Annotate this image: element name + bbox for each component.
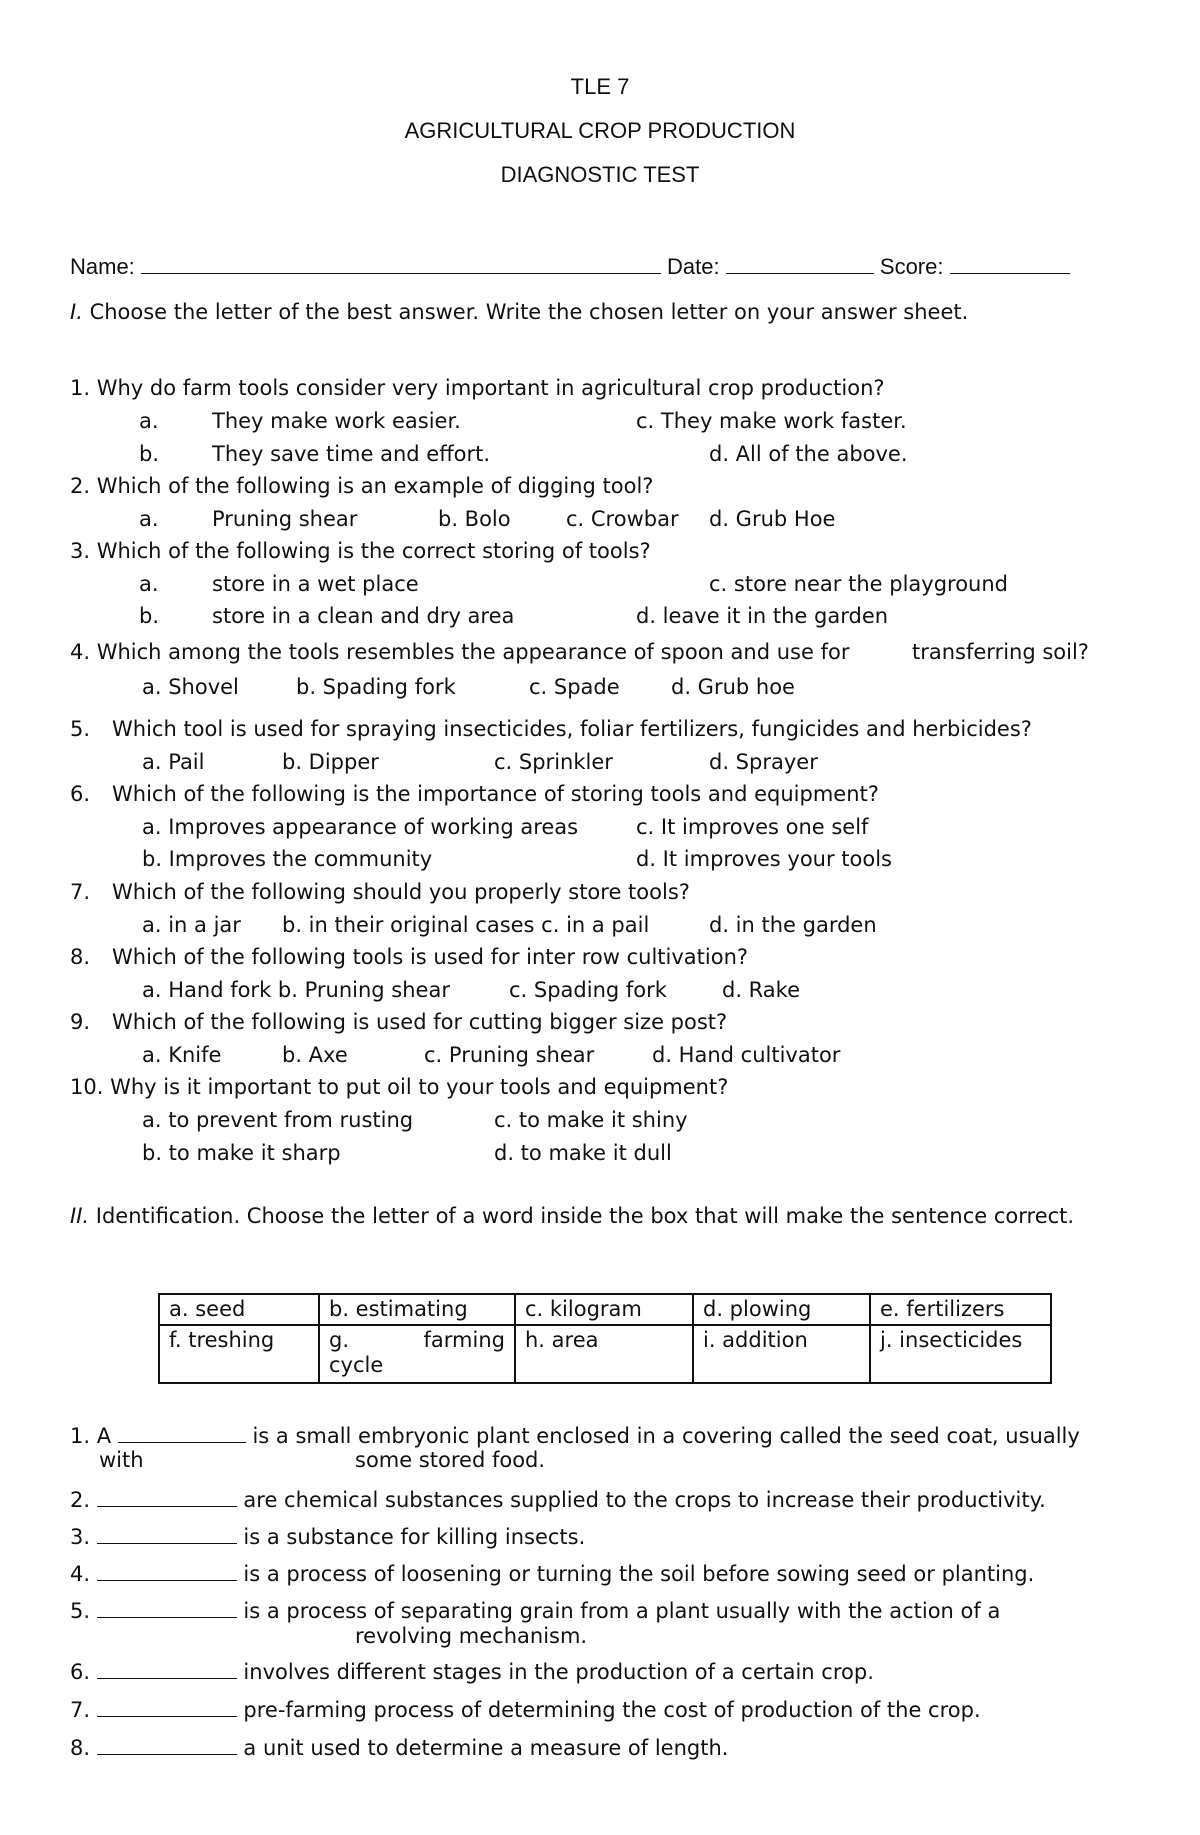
word-box-row bbox=[159, 1325, 1051, 1383]
word-box-row bbox=[159, 1294, 1051, 1325]
part2-instruction-text: Identification. Choose the letter of a word inside the box that will make the sentence correct. bbox=[95, 1204, 1075, 1228]
word-box-cell: h. area bbox=[515, 1325, 693, 1383]
score-label: Score: bbox=[879, 254, 944, 279]
name-field[interactable] bbox=[141, 254, 661, 274]
q6-option-d: d. It improves your tools bbox=[636, 847, 892, 871]
part1-numeral: I. bbox=[70, 300, 83, 324]
ident-3-text: is a substance for killing insects. bbox=[243, 1525, 586, 1549]
q6-option-c: c. It improves one self bbox=[636, 815, 869, 839]
q7-option-a: a. in a jar bbox=[142, 913, 241, 937]
ident-4-number: 4. bbox=[70, 1562, 91, 1586]
q8-number: 8. bbox=[70, 945, 91, 969]
word-box-cell: e. fertilizers bbox=[870, 1294, 1051, 1325]
ident-item-7 bbox=[70, 1697, 981, 1722]
ident-2-number: 2. bbox=[70, 1488, 91, 1512]
word-box-cell: d. plowing bbox=[693, 1294, 870, 1325]
q7-option-bc: b. in their original cases c. in a pail bbox=[282, 913, 650, 937]
ident-5-blank[interactable] bbox=[97, 1598, 237, 1618]
q10-option-a: a. to prevent from rusting bbox=[142, 1108, 414, 1132]
word-box-cell: b. estimating bbox=[319, 1294, 515, 1325]
word-box-g-letter: g. bbox=[329, 1328, 350, 1353]
ident-1-text: is a small embryonic plant enclosed in a covering called the seed coat, usually bbox=[252, 1424, 1080, 1448]
q9-text: Which of the following is used for cutting bigger size post? bbox=[112, 1010, 728, 1034]
ident-7-blank[interactable] bbox=[97, 1697, 237, 1717]
q2-option-d: d. Grub Hoe bbox=[709, 507, 836, 531]
q7-number: 7. bbox=[70, 880, 91, 904]
word-box-cell-justified-line bbox=[329, 1328, 505, 1353]
part1-instruction bbox=[70, 300, 968, 324]
ident-8-number: 8. bbox=[70, 1736, 91, 1760]
score-field[interactable] bbox=[950, 254, 1070, 274]
date-label: Date: bbox=[667, 254, 720, 279]
info-line bbox=[70, 254, 1070, 279]
ident-item-2 bbox=[70, 1487, 1046, 1512]
ident-4-text: is a process of loosening or turning the soil before sowing seed or planting. bbox=[243, 1562, 1035, 1586]
q10-option-c: c. to make it shiny bbox=[494, 1108, 688, 1132]
ident-2-text: are chemical substances supplied to the crops to increase their productivity. bbox=[243, 1488, 1046, 1512]
doc-subject: AGRICULTURAL CROP PRODUCTION bbox=[404, 118, 796, 143]
q2-option-c: c. Crowbar bbox=[566, 507, 679, 531]
part2-instruction bbox=[70, 1204, 1074, 1228]
q4-option-c: c. Spade bbox=[529, 675, 620, 699]
q10-option-b: b. to make it sharp bbox=[142, 1141, 341, 1165]
ident-7-text: pre-farming process of determining the cost of production of the crop. bbox=[243, 1698, 981, 1722]
q6-number: 6. bbox=[70, 782, 91, 806]
name-label: Name: bbox=[70, 254, 135, 279]
q9-option-d: d. Hand cultivator bbox=[652, 1043, 841, 1067]
q8-option-d: d. Rake bbox=[722, 978, 801, 1002]
q4-option-a: a. Shovel bbox=[142, 675, 239, 699]
ident-7-number: 7. bbox=[70, 1698, 91, 1722]
q5-number: 5. bbox=[70, 717, 91, 741]
q1-option-a: They make work easier. bbox=[212, 409, 461, 433]
word-box-cell bbox=[319, 1325, 515, 1383]
ident-3-blank[interactable] bbox=[97, 1524, 237, 1544]
q1-b-letter: b. bbox=[139, 442, 160, 466]
part1-instruction-text: Choose the letter of the best answer. Write the chosen letter on your answer sheet. bbox=[89, 300, 969, 324]
ident-2-blank[interactable] bbox=[97, 1487, 237, 1507]
part2-numeral: II. bbox=[70, 1204, 90, 1228]
ident-1-with: with bbox=[99, 1448, 144, 1472]
q6-text: Which of the following is the importance of storing tools and equipment? bbox=[112, 782, 879, 806]
word-box-g-word-cont: cycle bbox=[329, 1353, 384, 1378]
q4-option-d: d. Grub hoe bbox=[671, 675, 795, 699]
ident-3-number: 3. bbox=[70, 1525, 91, 1549]
ident-item-8 bbox=[70, 1735, 728, 1760]
q6-option-b: b. Improves the community bbox=[142, 847, 433, 871]
q10-text: 10. Why is it important to put oil to your tools and equipment? bbox=[70, 1075, 729, 1099]
ident-1-blank[interactable] bbox=[118, 1423, 246, 1443]
q4-option-b: b. Spading fork bbox=[296, 675, 456, 699]
q3-b-letter: b. bbox=[139, 604, 160, 628]
q3-option-b: store in a clean and dry area bbox=[212, 604, 515, 628]
ident-item-6 bbox=[70, 1659, 874, 1684]
q3-option-c: c. store near the playground bbox=[709, 572, 1008, 596]
q2-option-a: Pruning shear bbox=[212, 507, 358, 531]
date-field[interactable] bbox=[726, 254, 874, 274]
word-box-g-word: farming bbox=[423, 1328, 505, 1353]
q7-text: Which of the following should you properly store tools? bbox=[112, 880, 690, 904]
word-box-cell: j. insecticides bbox=[870, 1325, 1051, 1383]
word-box-cell: c. kilogram bbox=[515, 1294, 693, 1325]
q5-option-d: d. Sprayer bbox=[709, 750, 818, 774]
q4-text-cont: transferring soil? bbox=[912, 640, 1089, 664]
q9-option-b: b. Axe bbox=[282, 1043, 348, 1067]
ident-8-text: a unit used to determine a measure of length. bbox=[243, 1736, 729, 1760]
q9-option-c: c. Pruning shear bbox=[424, 1043, 595, 1067]
q8-option-c: c. Spading fork bbox=[509, 978, 667, 1002]
q8-text: Which of the following tools is used for inter row cultivation? bbox=[112, 945, 749, 969]
q9-option-a: a. Knife bbox=[142, 1043, 222, 1067]
ident-8-blank[interactable] bbox=[97, 1735, 237, 1755]
ident-1-cont: some stored food. bbox=[355, 1448, 546, 1472]
word-box-cell: a. seed bbox=[159, 1294, 319, 1325]
q7-option-d: d. in the garden bbox=[709, 913, 877, 937]
q10-option-d: d. to make it dull bbox=[494, 1141, 672, 1165]
q1-option-d: d. All of the above. bbox=[709, 442, 908, 466]
q8-option-ab: a. Hand fork b. Pruning shear bbox=[142, 978, 450, 1002]
ident-5-text: is a process of separating grain from a plant usually with the action of a bbox=[243, 1599, 1001, 1623]
ident-6-text: involves different stages in the production of a certain crop. bbox=[243, 1660, 874, 1684]
word-box-cell: i. addition bbox=[693, 1325, 870, 1383]
q2-a-letter: a. bbox=[139, 507, 159, 531]
q1-text: 1. Why do farm tools consider very important in agricultural crop production? bbox=[70, 376, 885, 400]
q3-option-a: store in a wet place bbox=[212, 572, 419, 596]
ident-4-blank[interactable] bbox=[97, 1561, 237, 1581]
q2-text: 2. Which of the following is an example of digging tool? bbox=[70, 474, 654, 498]
word-box bbox=[158, 1293, 1052, 1384]
doc-title: TLE 7 bbox=[570, 74, 630, 99]
ident-item-4 bbox=[70, 1561, 1034, 1586]
q1-option-c: c. They make work faster. bbox=[636, 409, 907, 433]
q9-number: 9. bbox=[70, 1010, 91, 1034]
q1-a-letter: a. bbox=[139, 409, 159, 433]
word-box-cell: f. treshing bbox=[159, 1325, 319, 1383]
q4-text: 4. Which among the tools resembles the appearance of spoon and use for bbox=[70, 640, 850, 664]
q5-text: Which tool is used for spraying insecticides, foliar fertilizers, fungicides and herbicides? bbox=[112, 717, 1032, 741]
ident-item-3 bbox=[70, 1524, 585, 1549]
doc-test-type: DIAGNOSTIC TEST bbox=[500, 162, 700, 187]
q3-text: 3. Which of the following is the correct storing of tools? bbox=[70, 539, 651, 563]
q5-option-a: a. Pail bbox=[142, 750, 205, 774]
ident-5-number: 5. bbox=[70, 1599, 91, 1623]
ident-item-1 bbox=[70, 1423, 1080, 1448]
ident-6-number: 6. bbox=[70, 1660, 91, 1684]
ident-item-5 bbox=[70, 1598, 1000, 1623]
q1-option-b: They save time and effort. bbox=[212, 442, 491, 466]
q3-a-letter: a. bbox=[139, 572, 159, 596]
q2-option-b: b. Bolo bbox=[438, 507, 511, 531]
q3-option-d: d. leave it in the garden bbox=[636, 604, 889, 628]
q5-option-b: b. Dipper bbox=[282, 750, 379, 774]
q6-option-a: a. Improves appearance of working areas bbox=[142, 815, 579, 839]
ident-6-blank[interactable] bbox=[97, 1659, 237, 1679]
ident-1-number: 1. A bbox=[70, 1424, 112, 1448]
q5-option-c: c. Sprinkler bbox=[494, 750, 613, 774]
ident-5-cont: revolving mechanism. bbox=[355, 1624, 588, 1648]
